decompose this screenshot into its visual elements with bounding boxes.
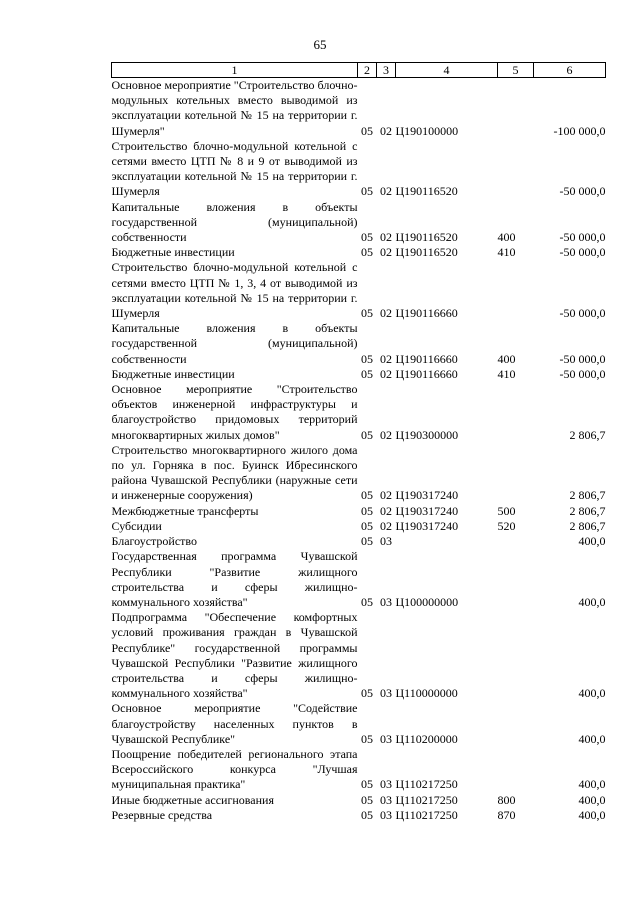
row-subsection: 02 <box>380 245 392 260</box>
row-name: Основное мероприятие "Строительство блочно-модульных котельных вместо выводимой из эксплуатации котельной № 15 на территории г. Шумерля" <box>111 78 358 138</box>
row-expense-type: 400 <box>497 351 516 366</box>
row-target-code: Ц190317240 <box>395 488 459 503</box>
row-amount: -50 000,0 <box>559 306 606 321</box>
row-subsection: 02 <box>380 306 392 321</box>
row-subsection: 02 <box>380 488 392 503</box>
table-header-row <box>112 63 606 78</box>
row-target-code: Ц190116660 <box>395 351 458 366</box>
table-row <box>112 519 606 534</box>
row-section: 05 <box>361 427 373 442</box>
column-header: 1 <box>112 63 358 78</box>
row-expense-type <box>498 549 534 610</box>
row-target-code: Ц110217250 <box>395 777 458 792</box>
row-subsection: 03 <box>380 731 392 746</box>
row-expense-type: 410 <box>497 366 516 381</box>
row-section: 05 <box>361 777 373 792</box>
row-name: Благоустройство <box>111 534 198 549</box>
table-row <box>112 382 606 443</box>
row-amount: 400,0 <box>578 777 606 792</box>
row-name: Иные бюджетные ассигнования <box>111 792 274 807</box>
row-subsection: 03 <box>380 534 392 549</box>
table-row <box>112 747 606 793</box>
row-amount: 400,0 <box>578 686 606 701</box>
table-row <box>112 504 606 519</box>
row-target-code: Ц110000000 <box>395 686 458 701</box>
row-subsection: 03 <box>380 777 392 792</box>
table-row <box>112 793 606 808</box>
row-section: 05 <box>361 807 373 822</box>
row-subsection: 02 <box>380 503 392 518</box>
column-header: 4 <box>396 63 498 78</box>
row-expense-type: 870 <box>497 807 516 822</box>
row-amount: 400,0 <box>578 594 606 609</box>
row-amount: 2 806,7 <box>569 503 606 518</box>
row-name: Строительство блочно-модульной котельной с сетями вместо ЦТП № 1, 3, 4 от выводимой из эксплуатации котельной № 15 на территории г. Шумерля <box>111 260 358 321</box>
row-section: 05 <box>361 503 373 518</box>
row-name: Межбюджетные трансферты <box>111 503 259 518</box>
row-expense-type: 500 <box>497 503 516 518</box>
row-section: 05 <box>361 123 373 138</box>
row-section: 05 <box>361 534 373 549</box>
row-target-code: Ц190116520 <box>395 230 458 245</box>
row-amount: -50 000,0 <box>559 184 606 199</box>
table-row <box>112 701 606 747</box>
row-expense-type <box>498 534 534 549</box>
table-row <box>112 200 606 246</box>
row-amount: -50 000,0 <box>559 366 606 381</box>
row-section: 05 <box>361 184 373 199</box>
row-section: 05 <box>361 731 373 746</box>
row-target-code <box>396 534 498 549</box>
row-name: Субсидии <box>111 518 162 533</box>
row-target-code: Ц110217250 <box>395 807 458 822</box>
row-amount: 400,0 <box>578 731 606 746</box>
row-subsection: 02 <box>380 351 392 366</box>
row-target-code: Ц190116520 <box>395 184 458 199</box>
row-amount: 400,0 <box>578 534 606 549</box>
row-amount: -50 000,0 <box>559 351 606 366</box>
row-expense-type <box>498 701 534 747</box>
column-header: 6 <box>534 63 606 78</box>
table-row <box>112 245 606 260</box>
table-row <box>112 367 606 382</box>
row-section: 05 <box>361 366 373 381</box>
table-row <box>112 610 606 701</box>
row-subsection: 02 <box>380 123 392 138</box>
row-target-code: Ц190317240 <box>395 503 459 518</box>
table-row <box>112 321 606 367</box>
table-row <box>112 808 606 823</box>
row-name: Подпрограмма "Обеспечение комфортных условий проживания граждан в Чувашской Республике" государственной программы Чувашской Республики "Развитие жилищного строительства и сферы жилищно-коммунального хозяйства" <box>111 610 358 701</box>
row-name: Бюджетные инвестиции <box>111 245 235 260</box>
row-name: Строительство блочно-модульной котельной с сетями вместо ЦТП № 8 и 9 от выводимой из эксплуатации котельной № 15 на территории г. Шумерля <box>111 138 358 199</box>
row-target-code: Ц110200000 <box>395 731 458 746</box>
row-section: 05 <box>361 230 373 245</box>
table-row <box>112 139 606 200</box>
row-subsection: 03 <box>380 686 392 701</box>
row-section: 05 <box>361 686 373 701</box>
table-row <box>112 260 606 321</box>
row-target-code: Ц190116520 <box>395 245 458 260</box>
row-subsection: 02 <box>380 230 392 245</box>
row-expense-type <box>498 610 534 701</box>
row-amount: -50 000,0 <box>559 245 606 260</box>
row-target-code: Ц190317240 <box>395 518 459 533</box>
row-name: Поощрение победителей регионального этапа Всероссийского конкурса "Лучшая муниципальная практика" <box>111 746 358 792</box>
row-name: Бюджетные инвестиции <box>111 366 235 381</box>
row-expense-type <box>498 78 534 139</box>
row-section: 05 <box>361 306 373 321</box>
row-section: 05 <box>361 245 373 260</box>
row-amount: 2 806,7 <box>569 518 606 533</box>
row-expense-type <box>498 443 534 504</box>
row-subsection: 02 <box>380 427 392 442</box>
column-header: 5 <box>498 63 534 78</box>
row-name: Резервные средства <box>111 807 213 822</box>
row-subsection: 03 <box>380 594 392 609</box>
table-row <box>112 443 606 504</box>
row-name: Капитальные вложения в объекты государственной (муниципальной) собственности <box>111 321 358 366</box>
row-expense-type: 400 <box>497 230 516 245</box>
row-expense-type: 410 <box>497 245 516 260</box>
row-name: Государственная программа Чувашской Республики "Развитие жилищного строительства и сферы жилищно-коммунального хозяйства" <box>111 549 358 609</box>
column-header: 2 <box>358 63 377 78</box>
row-subsection: 03 <box>380 807 392 822</box>
budget-table <box>111 62 606 823</box>
table-row <box>112 534 606 549</box>
row-expense-type <box>498 382 534 443</box>
row-subsection: 03 <box>380 792 392 807</box>
row-amount: 2 806,7 <box>569 427 606 442</box>
page-number: 65 <box>313 37 327 52</box>
row-subsection: 02 <box>380 518 392 533</box>
row-section: 05 <box>361 792 373 807</box>
row-amount: -100 000,0 <box>553 123 606 138</box>
table-row <box>112 78 606 139</box>
row-amount: 400,0 <box>578 792 606 807</box>
row-expense-type: 800 <box>497 792 516 807</box>
row-target-code: Ц190116660 <box>395 366 458 381</box>
row-amount: 400,0 <box>578 807 606 822</box>
row-expense-type <box>498 139 534 200</box>
row-section: 05 <box>361 518 373 533</box>
row-target-code: Ц190116660 <box>395 306 458 321</box>
row-target-code: Ц190300000 <box>395 427 459 442</box>
row-name: Основное мероприятие "Содействие благоустройству населенных пунктов в Чувашской Республике" <box>111 701 358 746</box>
row-target-code: Ц110217250 <box>395 792 458 807</box>
row-section: 05 <box>361 351 373 366</box>
row-amount: -50 000,0 <box>559 230 606 245</box>
table-row <box>112 549 606 610</box>
row-section: 05 <box>361 594 373 609</box>
row-expense-type: 520 <box>497 518 516 533</box>
row-amount: 2 806,7 <box>569 488 606 503</box>
row-section: 05 <box>361 488 373 503</box>
row-expense-type <box>498 747 534 793</box>
row-name: Капитальные вложения в объекты государственной (муниципальной) собственности <box>111 199 358 245</box>
row-name: Основное мероприятие "Строительство объектов инженерной инфраструктуры и благоустройство придомовых территорий многоквартирных жилых домов" <box>111 382 358 442</box>
row-target-code: Ц100000000 <box>395 594 459 609</box>
row-subsection: 02 <box>380 184 392 199</box>
row-expense-type <box>498 260 534 321</box>
row-target-code: Ц190100000 <box>395 123 459 138</box>
row-subsection: 02 <box>380 366 392 381</box>
column-header: 3 <box>377 63 396 78</box>
row-name: Строительство многоквартирного жилого дома по ул. Горняка в пос. Буинск Ибресинского района Чувашской Республики (наружные сети и инженерные сооружения) <box>111 442 358 503</box>
